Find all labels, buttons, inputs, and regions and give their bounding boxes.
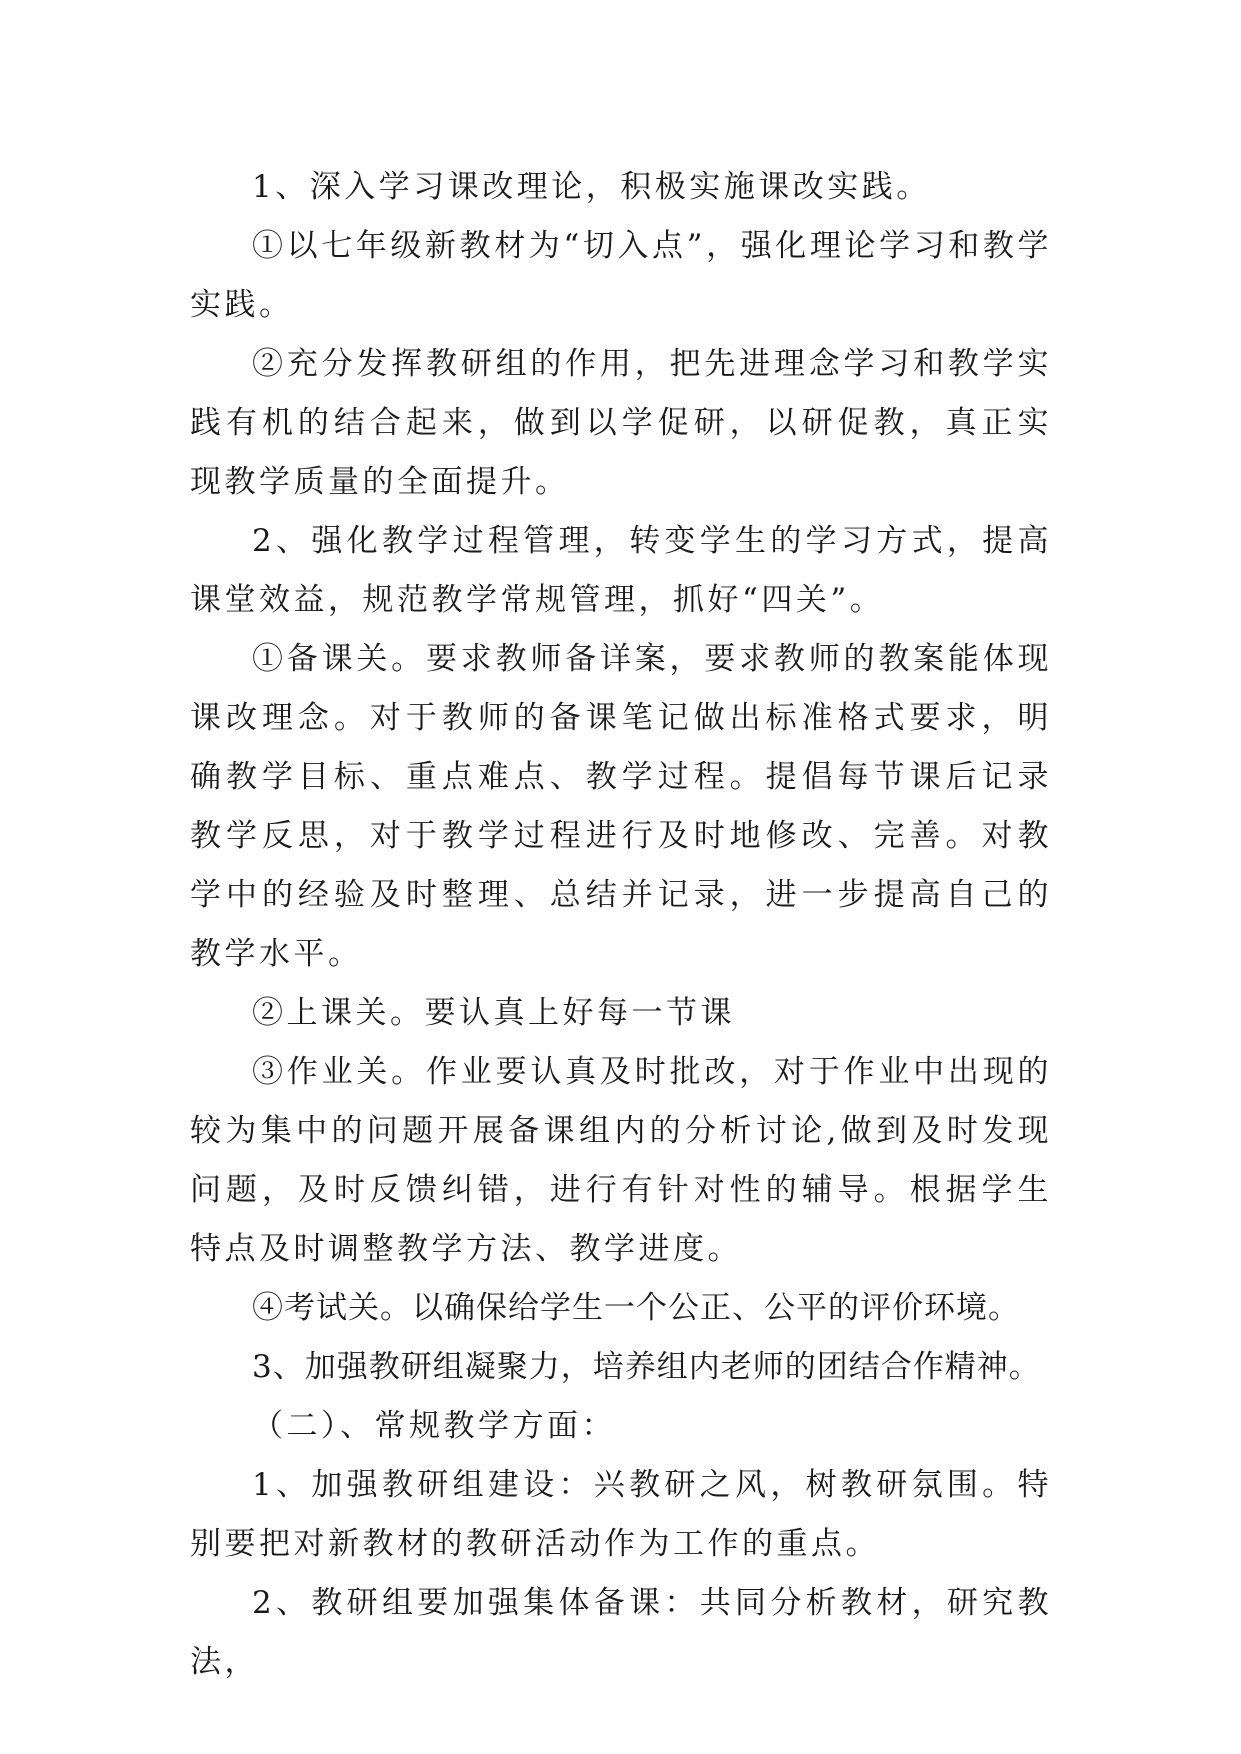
document-body [190, 158, 1052, 1692]
paragraph-8: ④考试关。以确保给学生一个公正、公平的评价环境。 [252, 1290, 1020, 1326]
section-heading-conventional-teaching: （二）、常规教学方面： [252, 1408, 616, 1444]
paragraph-9: 3、加强教研组凝聚力，培养组内老师的团结合作精神。 [252, 1349, 1041, 1385]
paragraph-7: ③作业关。作业要认真及时批改，对于作业中出现的较为集中的问题开展备课组内的分析讨论,做到及时发现问题，及时反馈纠错，进行有针对性的辅导。根据学生特点及时调整教学方法、教学进度。 [190, 1054, 1052, 1267]
paragraph-2: ①以七年级新教材为“切入点”，强化理论学习和教学实践。 [190, 228, 1052, 323]
paragraph-6: ②上课关。要认真上好每一节课 [252, 995, 735, 1031]
paragraph-5: ①备课关。要求教师备详案，要求教师的教案能体现课改理念。对于教师的备课笔记做出标准格式要求，明确教学目标、重点难点、教学过程。提倡每节课后记录教学反思，对于教学过程进行及时地修改、完善。对教学中的经验及时整理、总结并记录，进一步提高自己的教学水平。 [190, 641, 1052, 972]
paragraph-10: 1、加强教研组建设：兴教研之风，树教研氛围。特别要把对新教材的教研活动作为工作的重点。 [190, 1467, 1052, 1562]
paragraph-4: 2、强化教学过程管理，转变学生的学习方式，提高课堂效益，规范教学常规管理，抓好“四关”。 [190, 523, 1052, 618]
paragraph-3: ②充分发挥教研组的作用，把先进理念学习和教学实践有机的结合起来，做到以学促研，以研促教，真正实现教学质量的全面提升。 [190, 346, 1052, 500]
paragraph-11: 2、教研组要加强集体备课：共同分析教材，研究教法， [190, 1585, 1052, 1680]
paragraph-1: 1、深入学习课改理论，积极实施课改实践。 [252, 169, 931, 205]
